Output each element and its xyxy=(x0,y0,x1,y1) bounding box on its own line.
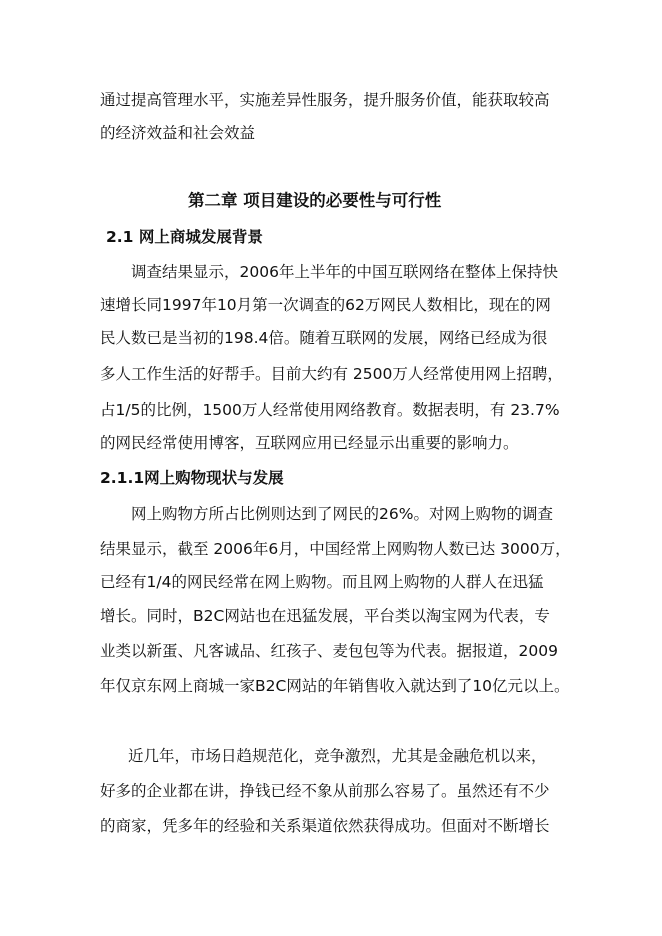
section-2-1-title: 2.1 网上商城发展背景 xyxy=(106,228,263,246)
section-2-1-line-3: 民人数已是当初的198.4倍。随着互联网的发展，网络已经成为很 xyxy=(100,329,548,347)
section-2-1-line-4: 多人工作生活的好帮手。目前大约有 2500万人经常使用网上招聘， xyxy=(100,365,563,383)
section-2-1-1-line-3: 已经有1/4的网民经常在网上购物。而且网上购物的人群人在迅猛 xyxy=(100,573,544,591)
chapter-title: 第二章 项目建设的必要性与可行性 xyxy=(188,191,442,210)
section-2-1-line-1: 调查结果显示，2006年上半年的中国互联网络在整体上保持快 xyxy=(131,263,558,281)
section-2-1-1-title: 2.1.1网上购物现状与发展 xyxy=(100,469,284,487)
section-2-1-1-line-1: 网上购物方所占比例则达到了网民的26%。对网上购物的调查 xyxy=(131,505,553,523)
closing-line-3: 的商家，凭多年的经验和关系渠道依然获得成功。但面对不断增长 xyxy=(100,817,550,835)
closing-line-1: 近几年，市场日趋规范化，竞争激烈，尤其是金融危机以来， xyxy=(128,747,547,765)
intro-line-2: 的经济效益和社会效益 xyxy=(100,124,256,142)
intro-line-1: 通过提高管理水平，实施差异性服务，提升服务价值，能获取较高 xyxy=(100,91,550,109)
closing-line-2: 好多的企业都在讲，挣钱已经不象从前那么容易了。虽然还有不少 xyxy=(100,782,550,800)
section-2-1-line-5: 占1/5的比例，1500万人经常使用网络教育。数据表明，有 23.7% xyxy=(100,401,560,419)
section-2-1-line-6: 的网民经常使用博客，互联网应用已经显示出重要的影响力。 xyxy=(100,434,519,452)
section-2-1-1-line-5: 业类以新蛋、凡客诚品、红孩子、麦包包等为代表。据报道，2009 xyxy=(100,642,558,660)
section-2-1-1-line-2: 结果显示，截至 2006年6月，中国经常上网购物人数已达 3000万， xyxy=(100,540,571,558)
section-2-1-line-2: 速增长同1997年10月第一次调查的62万网民人数相比，现在的网 xyxy=(100,296,551,314)
section-2-1-1-line-4: 增长。同时，B2C网站也在迅猛发展，平台类以淘宝网为代表，专 xyxy=(100,607,550,625)
section-2-1-1-line-6: 年仅京东网上商城一家B2C网站的年销售收入就达到了10亿元以上。 xyxy=(100,677,570,695)
